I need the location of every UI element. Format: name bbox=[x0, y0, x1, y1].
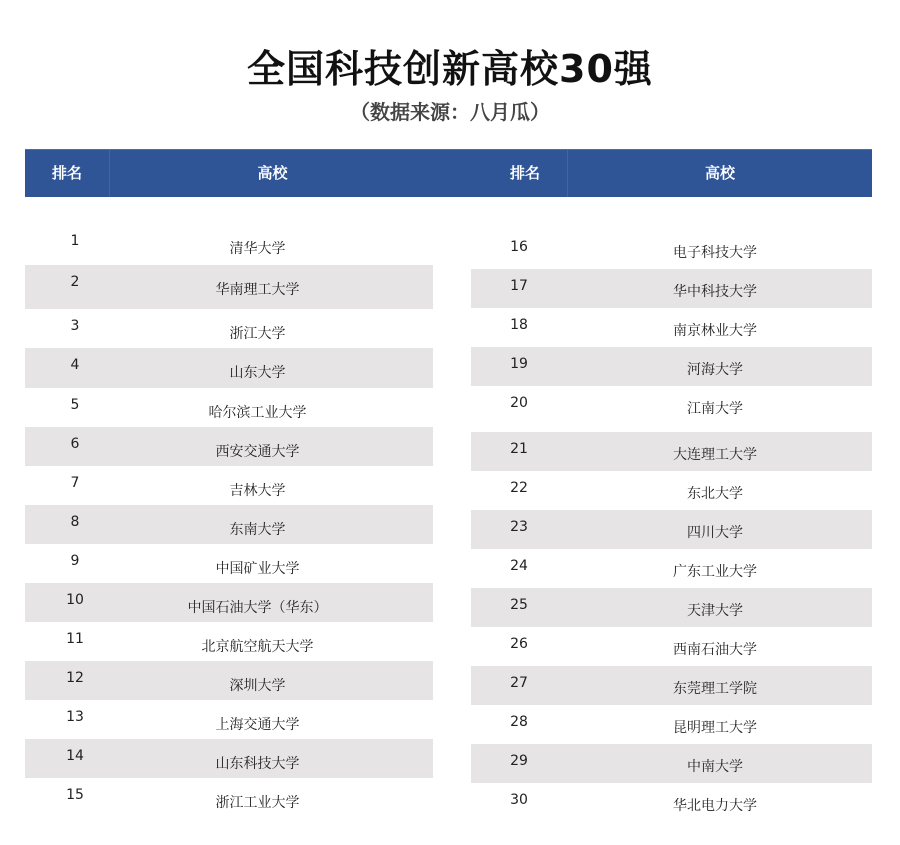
rank-cell: 28 bbox=[510, 714, 528, 730]
school-cell: 中国石油大学（华东） bbox=[187, 600, 328, 616]
rank-cell: 17 bbox=[510, 278, 528, 294]
table-row bbox=[25, 348, 433, 388]
school-cell: 天津大学 bbox=[687, 603, 743, 619]
rank-cell: 18 bbox=[510, 317, 528, 333]
table-row bbox=[25, 739, 433, 778]
school-cell: 南京林业大学 bbox=[673, 323, 757, 339]
school-cell: 吉林大学 bbox=[229, 483, 286, 499]
table-row bbox=[25, 427, 433, 466]
school-cell: 山东大学 bbox=[229, 365, 286, 381]
data-source-subtitle: （数据来源：八月瓜） bbox=[350, 100, 550, 124]
school-cell: 江南大学 bbox=[687, 401, 743, 417]
school-cell: 华中科技大学 bbox=[673, 284, 757, 300]
table-row bbox=[471, 386, 872, 432]
rank-cell: 29 bbox=[510, 753, 528, 769]
table-row bbox=[471, 471, 872, 510]
rank-cell: 13 bbox=[66, 709, 84, 725]
table-row bbox=[25, 265, 433, 309]
table-row bbox=[471, 510, 872, 549]
school-cell: 北京航空航天大学 bbox=[201, 639, 314, 655]
rank-cell: 25 bbox=[510, 597, 528, 613]
school-cell: 西安交通大学 bbox=[215, 444, 300, 460]
rank-cell: 19 bbox=[510, 356, 528, 372]
table-row bbox=[25, 661, 433, 700]
rank-cell: 4 bbox=[70, 357, 80, 373]
header-school-right: 高校 bbox=[704, 164, 735, 182]
table-row bbox=[25, 466, 433, 505]
rank-cell: 20 bbox=[510, 395, 528, 411]
table-row bbox=[471, 347, 872, 386]
school-cell: 西南石油大学 bbox=[673, 642, 757, 658]
rank-cell: 9 bbox=[70, 553, 80, 569]
table-row bbox=[471, 432, 872, 471]
page-title: 全国科技创新高校30强 bbox=[247, 47, 653, 91]
school-cell: 东南大学 bbox=[229, 522, 286, 538]
school-cell: 河海大学 bbox=[687, 362, 743, 378]
school-cell: 清华大学 bbox=[229, 241, 286, 257]
table-row bbox=[471, 269, 872, 308]
table-row bbox=[25, 505, 433, 544]
rank-cell: 14 bbox=[66, 748, 84, 764]
rank-cell: 8 bbox=[70, 514, 80, 530]
rank-cell: 23 bbox=[510, 519, 528, 535]
school-cell: 华北电力大学 bbox=[673, 798, 757, 814]
rank-cell: 30 bbox=[510, 792, 528, 808]
rank-cell: 24 bbox=[510, 558, 528, 574]
table-row bbox=[471, 588, 872, 627]
table-row bbox=[25, 583, 433, 622]
rank-cell: 1 bbox=[70, 233, 80, 249]
header-rank-left: 排名 bbox=[51, 164, 82, 182]
table-row bbox=[471, 549, 872, 588]
school-cell: 深圳大学 bbox=[229, 678, 286, 694]
rank-cell: 2 bbox=[70, 274, 80, 290]
rank-cell: 12 bbox=[66, 670, 84, 686]
table-row bbox=[25, 700, 433, 739]
rank-cell: 3 bbox=[70, 318, 80, 334]
rank-cell: 21 bbox=[510, 441, 528, 457]
rank-cell: 27 bbox=[510, 675, 528, 691]
school-cell: 广东工业大学 bbox=[673, 564, 757, 580]
table-row bbox=[471, 705, 872, 744]
table-row bbox=[471, 783, 872, 817]
rank-cell: 22 bbox=[510, 480, 528, 496]
rank-cell: 26 bbox=[510, 636, 528, 652]
school-cell: 山东科技大学 bbox=[215, 756, 300, 772]
school-cell: 哈尔滨工业大学 bbox=[208, 405, 307, 421]
rank-cell: 15 bbox=[66, 787, 84, 803]
table-header bbox=[25, 149, 872, 197]
table-row bbox=[25, 778, 433, 817]
rank-cell: 11 bbox=[66, 631, 84, 647]
table-row bbox=[471, 666, 872, 705]
rank-cell: 5 bbox=[70, 397, 80, 413]
school-cell: 大连理工大学 bbox=[673, 447, 757, 463]
rank-cell: 6 bbox=[70, 436, 80, 452]
table-row bbox=[25, 224, 433, 265]
table-row bbox=[25, 309, 433, 348]
table-row bbox=[471, 230, 872, 269]
school-cell: 上海交通大学 bbox=[215, 717, 300, 733]
header-rank-right: 排名 bbox=[509, 164, 540, 182]
rank-cell: 7 bbox=[70, 475, 80, 491]
school-cell: 东北大学 bbox=[687, 486, 743, 502]
school-cell: 中南大学 bbox=[687, 759, 743, 775]
school-cell: 浙江大学 bbox=[229, 326, 286, 342]
header-school-left: 高校 bbox=[257, 164, 288, 182]
table-row bbox=[25, 388, 433, 427]
table-row bbox=[471, 744, 872, 783]
school-cell: 四川大学 bbox=[687, 525, 743, 541]
rank-cell: 16 bbox=[510, 239, 528, 255]
table-row bbox=[25, 622, 433, 661]
school-cell: 电子科技大学 bbox=[673, 245, 757, 261]
school-cell: 浙江工业大学 bbox=[215, 795, 300, 811]
rank-cell: 10 bbox=[66, 592, 84, 608]
table-row bbox=[25, 544, 433, 583]
table-row bbox=[471, 627, 872, 666]
school-cell: 华南理工大学 bbox=[215, 282, 300, 298]
table-row bbox=[471, 308, 872, 347]
school-cell: 东莞理工学院 bbox=[673, 681, 757, 697]
school-cell: 昆明理工大学 bbox=[673, 720, 757, 736]
school-cell: 中国矿业大学 bbox=[215, 561, 300, 577]
